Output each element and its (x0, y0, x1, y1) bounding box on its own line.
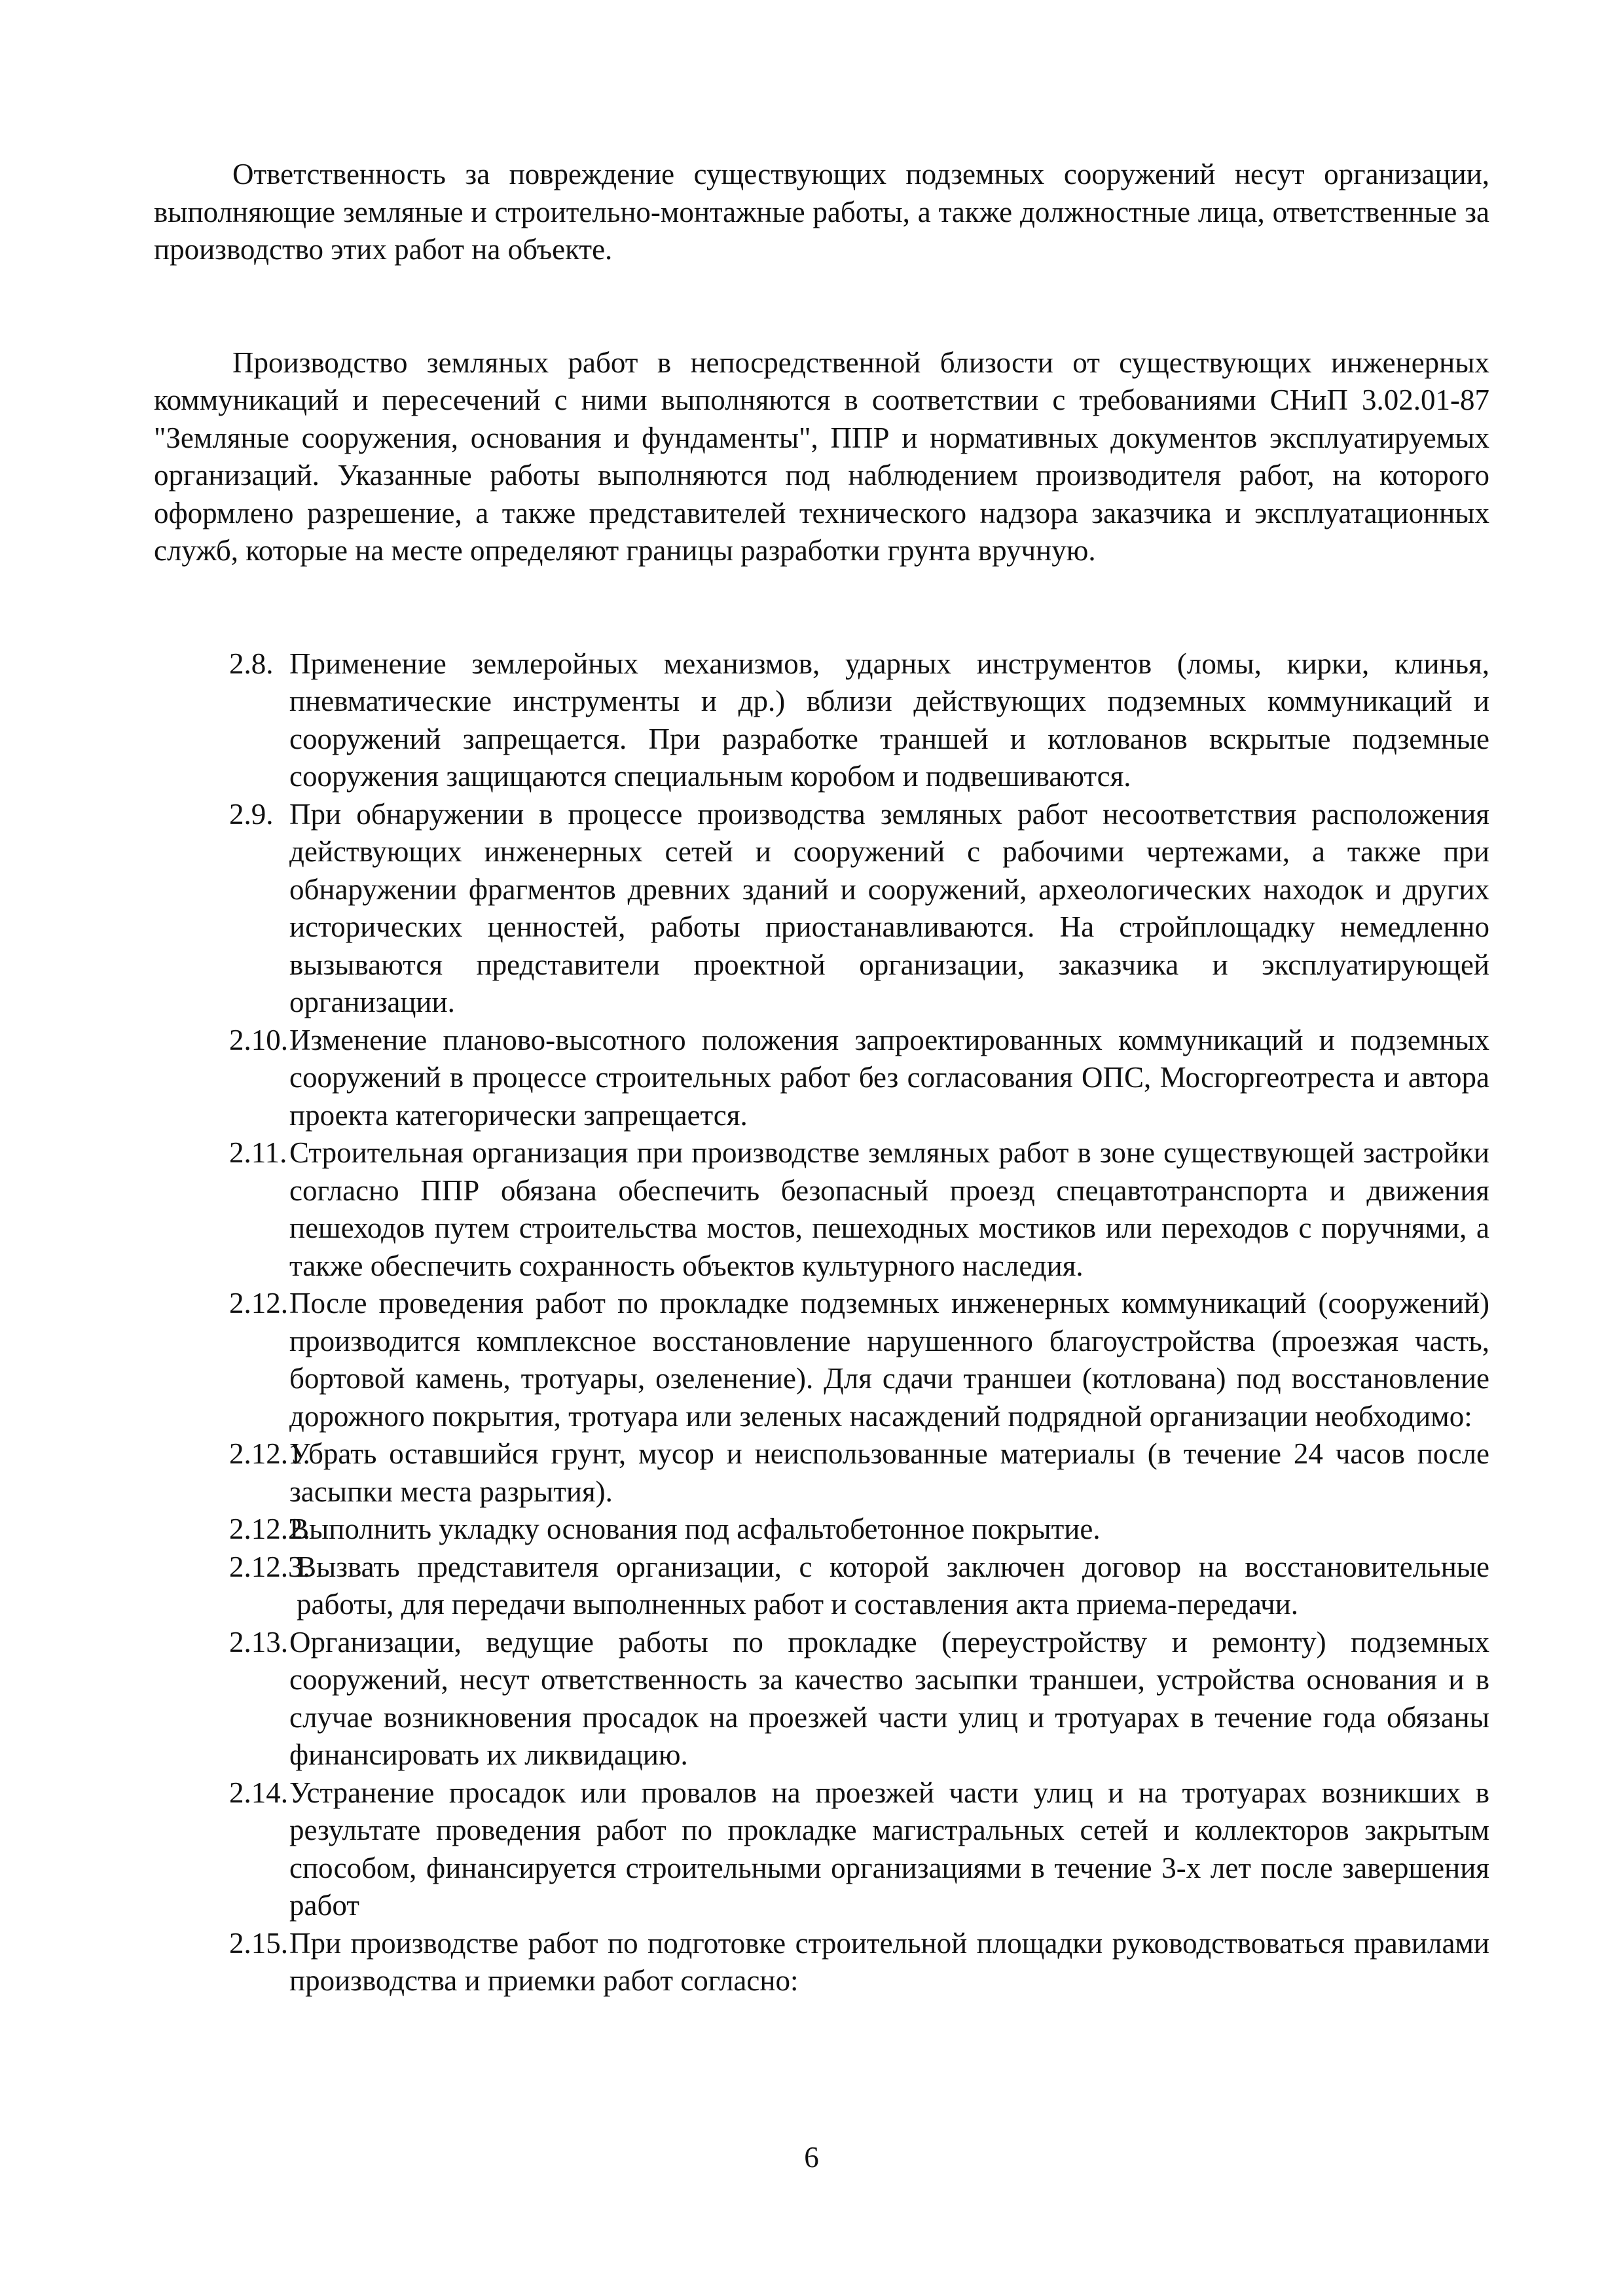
list-item-2-9 (154, 796, 1489, 1022)
list-item-number: 2.12.2. (229, 1513, 310, 1545)
list-item-text: Изменение планово-высотного положения запроектированных коммуникаций и подземных сооружений в процессе строительных работ без согласования ОПС, Мосгоргеотреста и автора проекта категорически запрещается. (289, 1023, 1489, 1132)
list-item-text: Организации, ведущие работы по прокладке (переустройству и ремонту) подземных сооружений, несут ответственность за качество засыпки траншеи, устройства основания и в случае возникновения просадок на проезжей части улиц и тротуарах в течение года обязаны финансировать их ликвидацию. (289, 1625, 1489, 1771)
list-item-number: 2.12.1. (229, 1437, 310, 1470)
list-item-2-13 (154, 1624, 1489, 1774)
list-item-2-10 (154, 1022, 1489, 1135)
list-item-number: 2.12. (229, 1287, 288, 1319)
list-item-2-15 (154, 1925, 1489, 2000)
page-number: 6 (804, 2141, 819, 2174)
list-item-2-12 (154, 1285, 1489, 1435)
paragraph-gap (154, 570, 1489, 645)
paragraph-earthworks: Производство земляных работ в непосредственной близости от существующих инженерных коммуникаций и пересечений с ними выполняются в соответствии с требованиями СНиП 3.02.01-87 "Земляные сооружения, основания и фундаменты", ППР и нормативных документов эксплуатируемых организаций. Указанные работы выполняются под наблюдением производителя работ, на которого оформлено разрешение, а также представителей технического надзора заказчика и эксплуатационных служб, которые на месте определяют границы разработки грунта вручную. (154, 346, 1489, 567)
list-item-number: 2.8. (229, 647, 274, 680)
paragraph-responsibility: Ответственность за повреждение существующих подземных сооружений несут организации, выполняющие земляные и строительно-монтажные работы, а также должностные лица, ответственные за производство этих работ на объекте. (154, 158, 1489, 266)
list-item-text: Выполнить укладку основания под асфальтобетонное покрытие. (289, 1513, 1101, 1545)
list-item-2-12-2 (154, 1511, 1489, 1549)
list-item-number: 2.10. (229, 1023, 288, 1056)
list-item-number: 2.14. (229, 1776, 288, 1809)
list-item-number: 2.11. (229, 1136, 287, 1169)
list-item-2-12-1 (154, 1435, 1489, 1511)
list-item-text: При производстве работ по подготовке строительной площадки руководствоваться правилами производства и приемки работ согласно: (289, 1926, 1489, 1997)
list-item-2-11 (154, 1134, 1489, 1285)
list-item-2-8 (154, 645, 1489, 796)
numbered-list (154, 645, 1489, 2000)
list-item-text: Устранение просадок или провалов на проезжей части улиц и на тротуарах возникших в результате проведения работ по прокладке магистральных сетей и коллекторов закрытым способом, финансируется строительными организациями в течение 3-х лет после завершения работ (289, 1776, 1489, 1922)
list-item-text: Строительная организация при производстве земляных работ в зоне существующей застройки согласно ППР обязана обеспечить безопасный проезд спецавтотранспорта и движения пешеходов путем строительства мостов, пешеходных мостиков или переходов с поручнями, а также обеспечить сохранность объектов культурного наследия. (289, 1136, 1489, 1282)
list-item-number: 2.15. (229, 1926, 288, 1960)
paragraph-gap (154, 269, 1489, 344)
list-item-number: 2.9. (229, 797, 274, 831)
list-item-text: Вызвать представителя организации, с которой заключен договор на восстановительные работы, для передачи выполненных работ и составления акта приема-передачи. (297, 1550, 1489, 1621)
list-item-2-12-3 (154, 1549, 1489, 1624)
list-item-2-14 (154, 1774, 1489, 1925)
list-item-text: Убрать оставшийся грунт, мусор и неиспользованные материалы (в течение 24 часов после засыпки места разрытия). (289, 1437, 1489, 1508)
list-item-text: После проведения работ по прокладке подземных инженерных коммуникаций (сооружений) производится комплексное восстановление нарушенного благоустройства (проезжая часть, бортовой камень, тротуары, озеленение). Для сдачи траншеи (котлована) под восстановление дорожного покрытия, тротуара или зеленых насаждений подрядной организации необходимо: (289, 1287, 1489, 1433)
list-item-text: Применение землеройных механизмов, ударных инструментов (ломы, кирки, клинья, пневматические инструменты и др.) вблизи действующих подземных коммуникаций и сооружений запрещается. При разработке траншей и котлованов вскрытые подземные сооружения защищаются специальным коробом и подвешиваются. (289, 647, 1489, 793)
list-item-number: 2.12.3. (229, 1550, 310, 1583)
document-body (154, 156, 1489, 2000)
list-item-number: 2.13. (229, 1625, 288, 1659)
list-item-text: При обнаружении в процессе производства земляных работ несоответствия расположения действующих инженерных сетей и сооружений с рабочими чертежами, а также при обнаружении фрагментов древних зданий и сооружений, археологических находок и других исторических ценностей, работы приостанавливаются. На стройплощадку немедленно вызываются представители проектной организации, заказчика и эксплуатирующей организации. (289, 797, 1489, 1018)
